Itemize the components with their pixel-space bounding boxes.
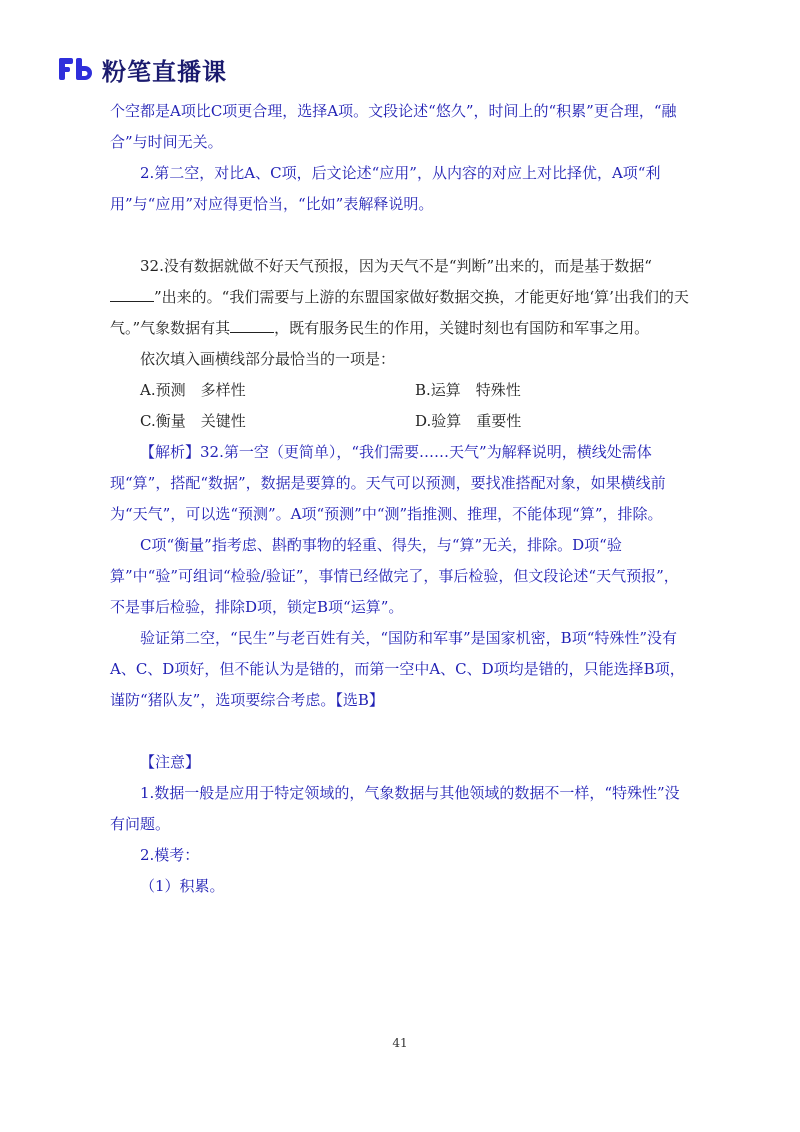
blank-2 (230, 316, 274, 333)
question-32: 32.没有数据就做不好天气预报，因为天气不是“判断”出来的，而是基于数据“”出来的。“我们需要与上游的东盟国家做好数据交换，才能更好地‘算’出我们的天气。”气象数据有其 ，既有服务民生的作用，关键时刻也有国防和军事之用。 (110, 257, 689, 337)
brand-name: 粉笔直播课 (102, 57, 227, 86)
option-c: C.衡量 关键性 (140, 412, 246, 430)
option-b: B.运算 特殊性 (415, 381, 521, 399)
page-number: 41 (392, 1036, 408, 1050)
answer-options (110, 375, 690, 437)
analysis-32-part-2: C项“衡量”指考虑、斟酌事物的轻重、得失，与“算”无关，排除。D项“验算”中“验”可组词“检验/验证”，事情已经做完了，事后检验，但文段论述“天气预报”，不是事后检验，排除D项，锁定B项“运算”。 (110, 536, 679, 616)
page-content (110, 96, 690, 902)
note-title: 【注意】 (140, 753, 201, 771)
option-a: A.预测 多样性 (140, 381, 246, 399)
analysis-paragraph-2: 2.第二空，对比A、C项，后文论述“应用”，从内容的对应上对比择优，A项“利用”与“应用”对应得更恰当，“比如”表解释说明。 (110, 164, 661, 213)
note-2: 2.模考： (140, 846, 200, 864)
note-3: （1）积累。 (140, 877, 225, 895)
analysis-paragraph-1: 个空都是A项比C项更合理，选择A项。文段论述“悠久”，时间上的“积累”更合理，“融合”与时间无关。 (110, 102, 677, 151)
option-d: D.验算 重要性 (415, 412, 522, 430)
blank-1 (110, 285, 154, 302)
fb-logo-icon (58, 56, 94, 82)
note-1: 1.数据一般是应用于特定领域的，气象数据与其他领域的数据不一样，“特殊性”没有问题。 (110, 784, 680, 833)
question-prompt: 依次填入画横线部分最恰当的一项是： (140, 350, 396, 368)
header (58, 54, 227, 84)
analysis-32-part-1: 【解析】32.第一空（更简单），“我们需要……天气”为解释说明，横线处需体现“算”，搭配“数据”，数据是要算的。天气可以预测，要找准搭配对象，如果横线前为“天气”，可以选“预测”。A项“预测”中“测”指推测、推理，不能体现“算”，排除。 (110, 443, 666, 523)
analysis-32-part-3: 验证第二空，“民生”与老百姓有关，“国防和军事”是国家机密，B项“特殊性”没有A、C、D项好，但不能认为是错的，而第一空中A、C、D项均是错的，只能选择B项，谨防“猪队友”，选项要综合考虑。【选B】 (110, 629, 685, 709)
